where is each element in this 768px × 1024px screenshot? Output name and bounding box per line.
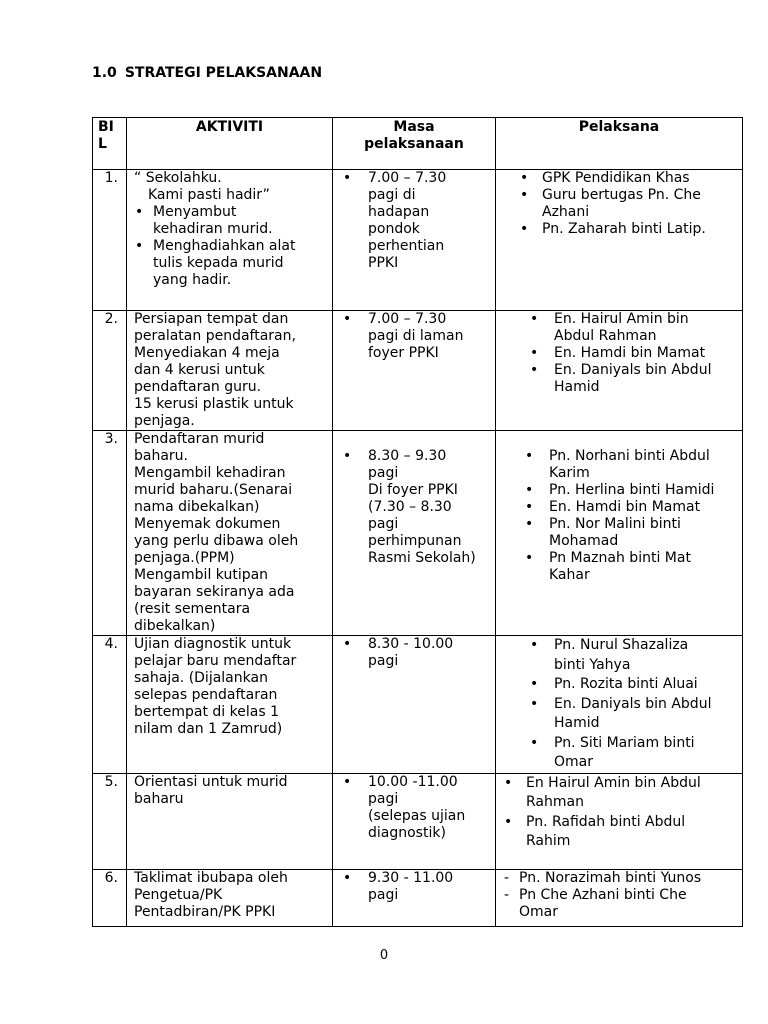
activity-cell: Persiapan tempat dan peralatan pendaftaran, Menyediakan 4 meja dan 4 kerusi untuk pendaftaran guru. 15 kerusi plastik untuk penjaga. bbox=[127, 311, 333, 431]
activity-bullet-list bbox=[134, 204, 329, 289]
list-item: • En Hairul Amin bin Abdul Rahman bbox=[504, 774, 701, 810]
activity-cell: Taklimat ibubapa oleh Pengetua/PK Pentadbiran/PK PPKI bbox=[127, 869, 333, 926]
time-cell bbox=[333, 170, 496, 311]
list-item: • Guru bertugas Pn. Che Azhani bbox=[520, 187, 701, 220]
list-item: • Pn. Rafidah binti Abdul Rahim bbox=[504, 813, 686, 849]
table-row bbox=[93, 170, 743, 311]
table-row bbox=[93, 636, 743, 774]
list-item: • En. Hairul Amin bin Abdul Rahman bbox=[530, 311, 689, 344]
table-row bbox=[93, 869, 743, 926]
activity-cell: Orientasi untuk murid baharu bbox=[127, 773, 333, 869]
list-item: • Menyambut kehadiran murid. bbox=[135, 204, 273, 237]
list-item: • Pn. Nor Malini binti Mohamad bbox=[525, 516, 681, 549]
list-item: • Pn. Zaharah binti Latip. bbox=[520, 221, 706, 237]
table-row bbox=[93, 311, 743, 431]
list-item: • 10.00 -11.00 pagi (selepas ujian diagnostik) bbox=[343, 773, 466, 841]
list-item: • Pn Maznah binti Mat Kahar bbox=[525, 550, 691, 583]
implementer-cell bbox=[496, 311, 743, 431]
activity-cell: Ujian diagnostik untuk pelajar baru mendaftar sahaja. (Dijalankan selepas pendaftaran bertempat di kelas 1 nilam dan 1 Zamrud) bbox=[127, 636, 333, 774]
list-item: • 8.30 - 10.00 pagi bbox=[343, 636, 454, 669]
activity-cell: “ Sekolahku. Kami pasti hadir” • Menyambut kehadiran murid. • Menghadiahkan alat tulis kepada murid yang hadir. bbox=[127, 170, 333, 311]
row-number: 1. bbox=[93, 170, 127, 311]
section-number: 1.0 bbox=[92, 65, 117, 81]
section-heading bbox=[92, 65, 322, 82]
list-item: • Pn. Rozita binti Aluai bbox=[530, 676, 698, 692]
list-item: • Pn. Nurul Shazaliza binti Yahya bbox=[530, 637, 689, 673]
time-cell bbox=[333, 311, 496, 431]
list-item: • 9.30 - 11.00 pagi bbox=[343, 869, 454, 903]
table-row bbox=[93, 431, 743, 636]
row-number: 6. bbox=[93, 869, 127, 926]
table-row bbox=[93, 773, 743, 869]
activity-cell: Pendaftaran murid baharu. Mengambil kehadiran murid baharu.(Senarai nama dibekalkan) Menyemak dokumen yang perlu dibawa oleh penjaga.(PPM) Mengambil kutipan bayaran sekiranya ada (resit sementara dibekalkan) bbox=[127, 431, 333, 636]
time-cell bbox=[333, 636, 496, 774]
list-item: • En. Hamdi bin Mamat bbox=[525, 499, 701, 515]
list-item: • En. Hamdi bin Mamat bbox=[530, 345, 706, 361]
row-number: 2. bbox=[93, 311, 127, 431]
header-aktiviti: AKTIVITI bbox=[127, 118, 333, 170]
time-cell bbox=[333, 431, 496, 636]
list-item: • 8.30 – 9.30 pagi Di foyer PPKI (7.30 – 8.30 pagi perhimpunan Rasmi Sekolah) bbox=[343, 448, 476, 566]
row-number: 5. bbox=[93, 773, 127, 869]
list-item: - Pn Che Azhani binti Che Omar bbox=[504, 886, 687, 920]
row-number: 3. bbox=[93, 431, 127, 636]
list-item: • Pn. Siti Mariam binti Omar bbox=[530, 734, 695, 770]
list-item: • En. Daniyals bin Abdul Hamid bbox=[530, 695, 712, 731]
list-item: • 7.00 – 7.30 pagi di laman foyer PPKI bbox=[343, 311, 464, 361]
row-number: 4. bbox=[93, 636, 127, 774]
implementer-cell bbox=[496, 869, 743, 926]
list-item: • Pn. Herlina binti Hamidi bbox=[525, 482, 715, 498]
header-bil: BI L bbox=[93, 118, 127, 170]
header-masa: Masa pelaksanaan bbox=[333, 118, 496, 170]
implementer-cell bbox=[496, 773, 743, 869]
strategy-table bbox=[92, 117, 743, 927]
header-pelaksana: Pelaksana bbox=[496, 118, 743, 170]
implementer-cell bbox=[496, 431, 743, 636]
time-cell bbox=[333, 773, 496, 869]
list-item: • 7.00 – 7.30 pagi di hadapan pondok perhentian PPKI bbox=[343, 170, 447, 271]
implementer-cell bbox=[496, 636, 743, 774]
list-item: • GPK Pendidikan Khas bbox=[520, 170, 690, 186]
list-item: - Pn. Norazimah binti Yunos bbox=[504, 869, 702, 886]
table-header-row bbox=[93, 118, 743, 170]
time-cell bbox=[333, 869, 496, 926]
implementer-cell bbox=[496, 170, 743, 311]
list-item: • Menghadiahkan alat tulis kepada murid yang hadir. bbox=[135, 238, 296, 288]
section-title: STRATEGI PELAKSANAAN bbox=[124, 65, 323, 81]
list-item: • Pn. Norhani binti Abdul Karim bbox=[525, 448, 710, 481]
list-item: • En. Daniyals bin Abdul Hamid bbox=[530, 362, 712, 395]
page-number: 0 bbox=[379, 948, 389, 963]
